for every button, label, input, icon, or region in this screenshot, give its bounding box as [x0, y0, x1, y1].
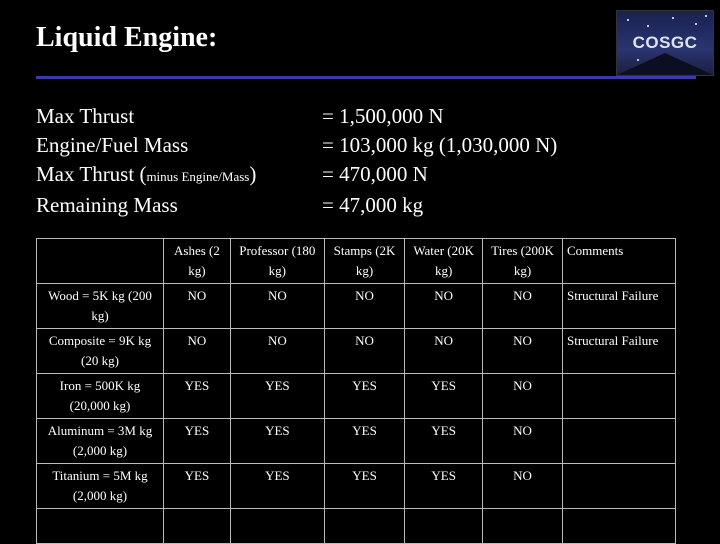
row-label: Aluminum = 3M kg (2,000 kg) — [37, 419, 164, 464]
table-cell-empty — [563, 509, 676, 544]
table-cell-empty — [483, 509, 563, 544]
row-label: Composite = 9K kg (20 kg) — [37, 329, 164, 374]
table-cell: NO — [324, 329, 404, 374]
table-cell: YES — [324, 419, 404, 464]
comment-cell: Structural Failure — [563, 329, 676, 374]
header-corner — [37, 239, 164, 284]
row-label: Iron = 500K kg (20,000 kg) — [37, 374, 164, 419]
table-cell-empty — [324, 509, 404, 544]
comment-cell — [563, 419, 676, 464]
table-header-row — [37, 239, 676, 284]
column-header: Tires (200K kg) — [483, 239, 563, 284]
table-cell: YES — [324, 374, 404, 419]
stat-value: = 103,000 kg (1,030,000 N) — [322, 133, 558, 157]
table-row — [37, 284, 676, 329]
table-cell: YES — [230, 374, 324, 419]
stat-value: = 1,500,000 N — [322, 104, 444, 128]
stat-row — [36, 191, 557, 220]
column-header: Comments — [563, 239, 676, 284]
table-cell: NO — [164, 284, 231, 329]
slide-title: Liquid Engine: — [36, 22, 218, 53]
stat-row — [36, 131, 557, 160]
column-header: Stamps (2K kg) — [324, 239, 404, 284]
table-row — [37, 329, 676, 374]
engine-stats — [36, 102, 557, 220]
table-cell-empty — [230, 509, 324, 544]
column-header: Professor (180 kg) — [230, 239, 324, 284]
table-cell-empty — [37, 509, 164, 544]
title-divider — [36, 76, 696, 79]
table-row — [37, 419, 676, 464]
stat-value: = 47,000 kg — [322, 193, 424, 217]
table-cell: YES — [405, 419, 483, 464]
table-cell: YES — [164, 419, 231, 464]
material-payload-table — [36, 238, 676, 544]
column-header: Water (20K kg) — [405, 239, 483, 284]
comment-cell: Structural Failure — [563, 284, 676, 329]
table-cell: NO — [483, 374, 563, 419]
table-cell: YES — [405, 464, 483, 509]
table-cell-empty — [405, 509, 483, 544]
table-cell: NO — [324, 284, 404, 329]
cosgc-logo — [616, 10, 714, 76]
stat-label: Max Thrust — [36, 104, 135, 128]
table-cell: YES — [230, 464, 324, 509]
table-cell: NO — [230, 284, 324, 329]
stat-row — [36, 160, 557, 191]
table-row — [37, 464, 676, 509]
stat-row — [36, 102, 557, 131]
table-cell: NO — [164, 329, 231, 374]
column-header: Ashes (2 kg) — [164, 239, 231, 284]
stat-label: Engine/Fuel Mass — [36, 133, 189, 157]
row-label: Wood = 5K kg (200 kg) — [37, 284, 164, 329]
comment-cell — [563, 374, 676, 419]
stat-value: = 470,000 N — [322, 162, 428, 186]
row-label: Titanium = 5M kg (2,000 kg) — [37, 464, 164, 509]
table-cell: NO — [483, 419, 563, 464]
comment-cell — [563, 464, 676, 509]
table-cell: YES — [164, 374, 231, 419]
table-cell: NO — [230, 329, 324, 374]
table-cell: YES — [405, 374, 483, 419]
table-row — [37, 374, 676, 419]
table-row-empty — [37, 509, 676, 544]
table-cell: YES — [164, 464, 231, 509]
stat-label: Remaining Mass — [36, 193, 178, 217]
table-cell: NO — [483, 329, 563, 374]
table-cell: NO — [483, 464, 563, 509]
table-cell: YES — [324, 464, 404, 509]
stat-label: Max Thrust (minus Engine/Mass) — [36, 162, 257, 186]
table-cell: NO — [405, 284, 483, 329]
logo-text: COSGC — [632, 33, 698, 52]
table-cell-empty — [164, 509, 231, 544]
table-cell: YES — [230, 419, 324, 464]
table-cell: NO — [483, 284, 563, 329]
table-cell: NO — [405, 329, 483, 374]
logo-mountain — [617, 53, 713, 75]
